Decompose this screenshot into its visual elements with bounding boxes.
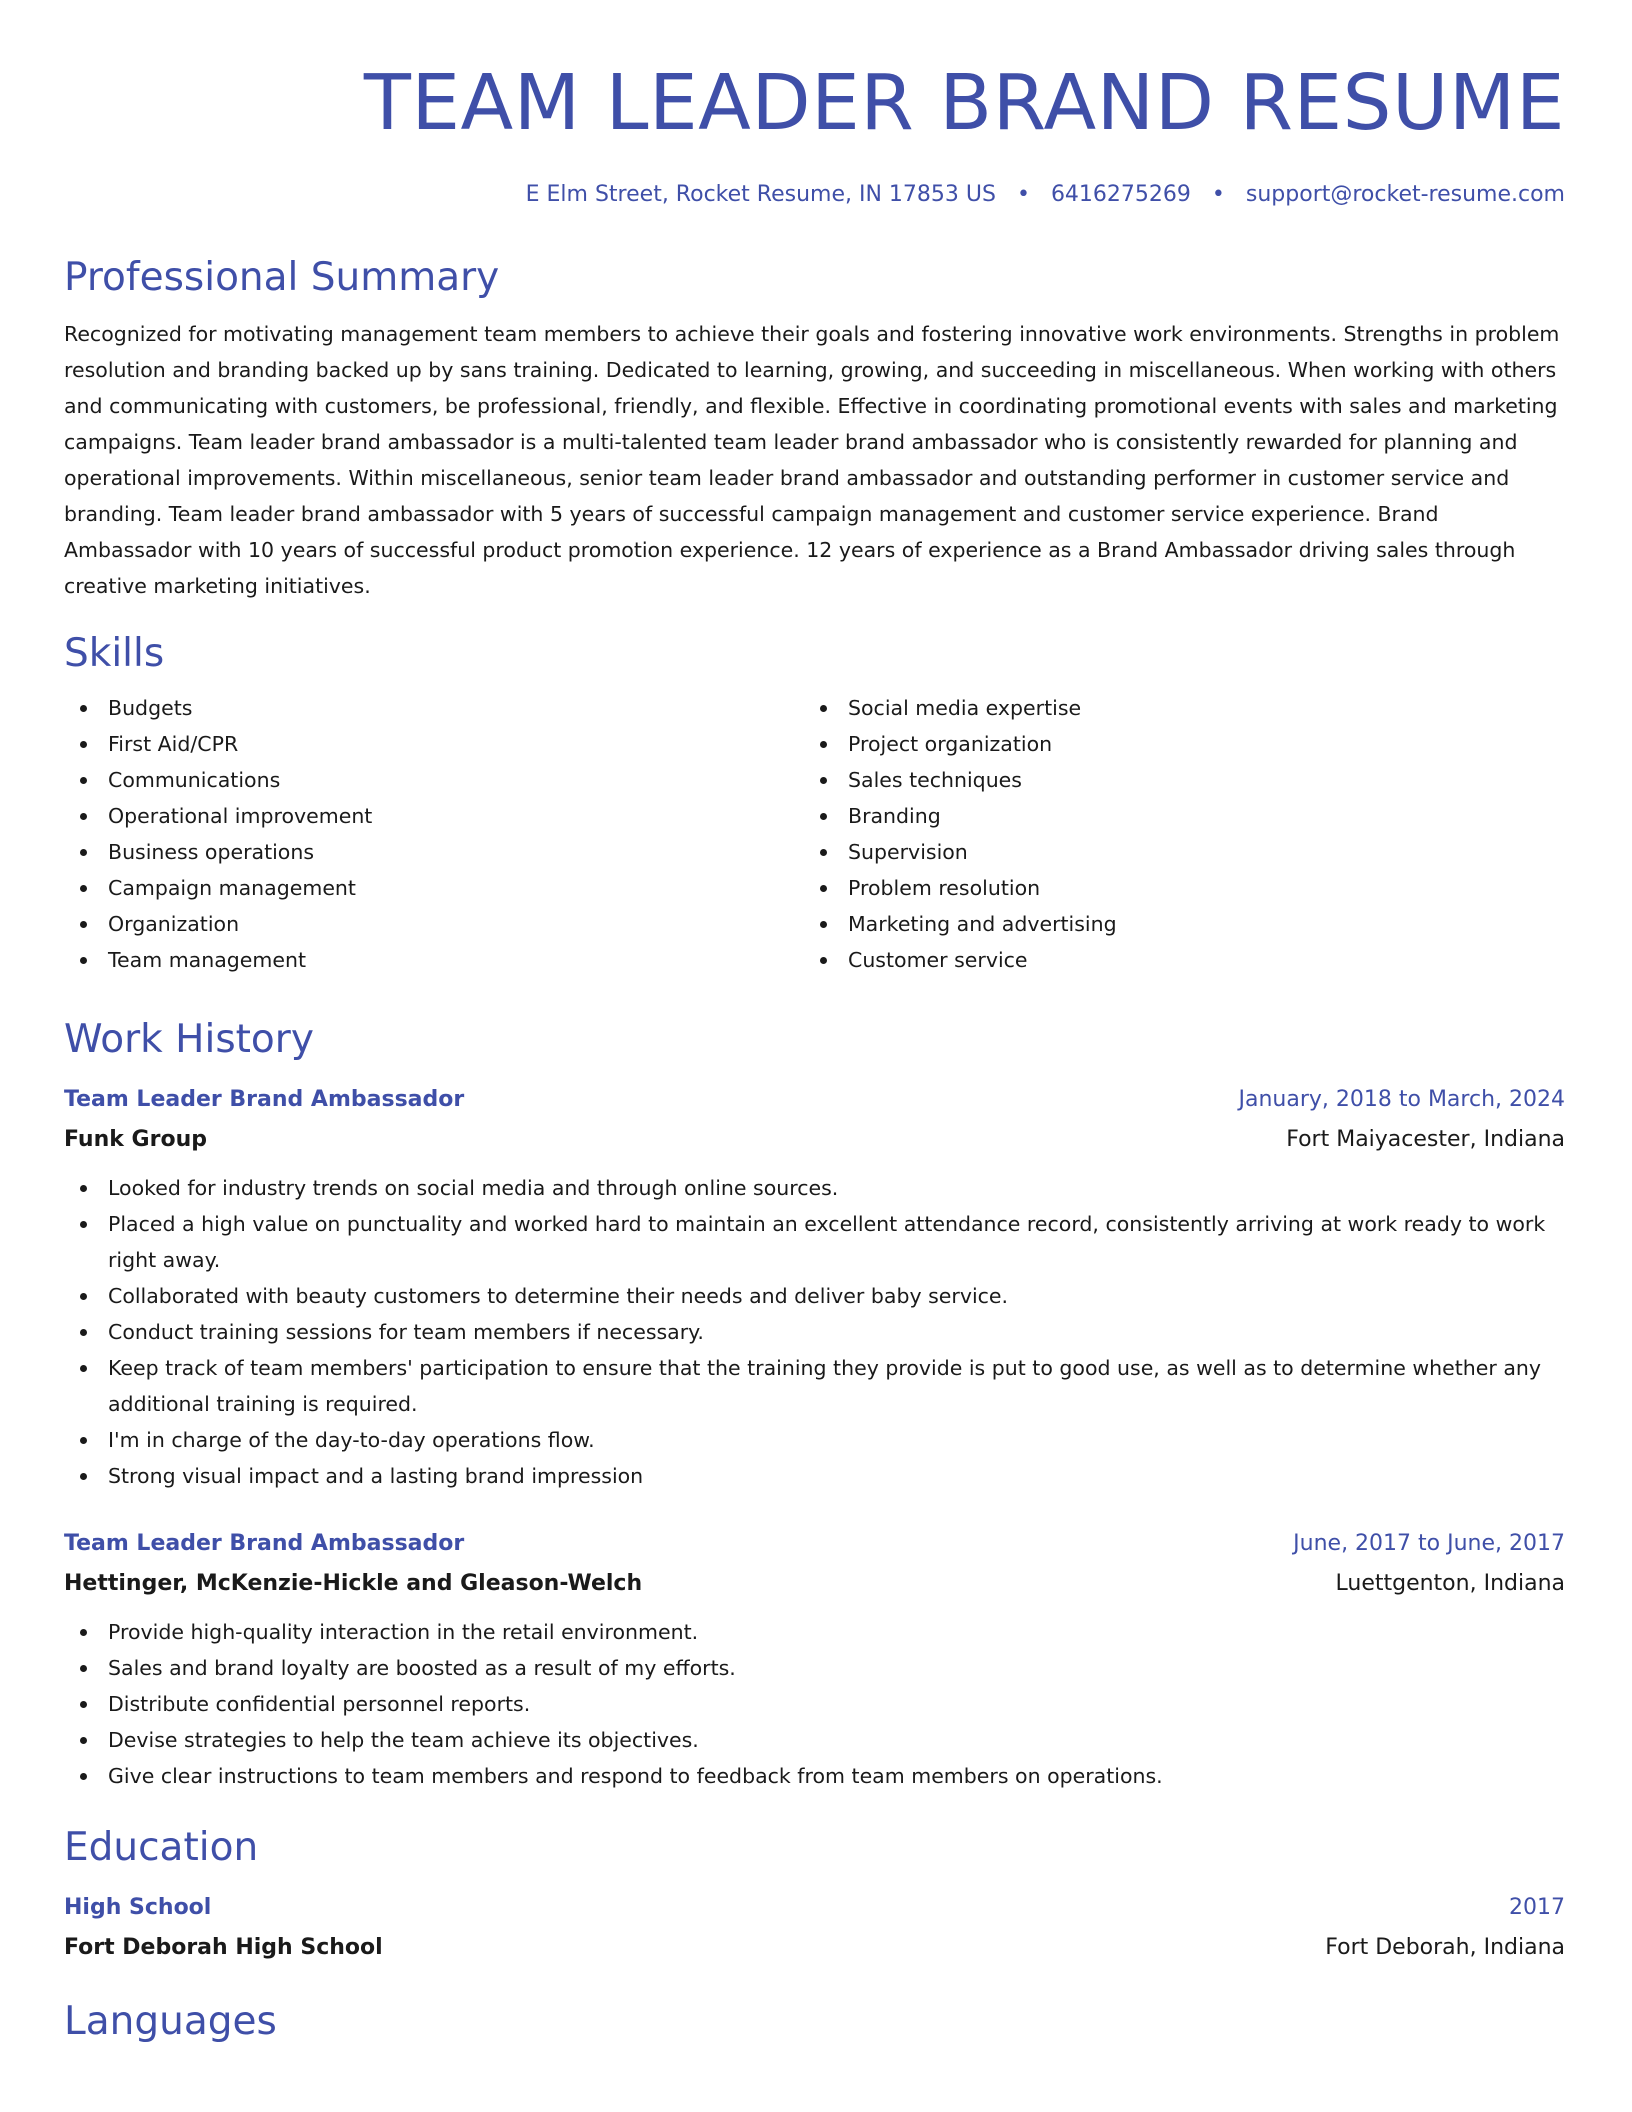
job-bullet (64, 1686, 1565, 1722)
job-title-row (64, 1524, 1565, 1564)
skill-item (64, 762, 804, 798)
education-school: Fort Deborah High School (64, 1935, 383, 1960)
bullet-icon (80, 1737, 87, 1744)
skill-item (804, 690, 1544, 726)
education-degree-row (64, 1888, 1565, 1928)
job-bullet (64, 1422, 1565, 1458)
bullet-icon (820, 957, 827, 964)
bullet-icon (820, 885, 827, 892)
bullet-icon (80, 813, 87, 820)
skill-item (64, 942, 804, 978)
job-company-row (64, 1120, 1565, 1160)
skill-label: Campaign management (108, 876, 356, 900)
work-history-heading: Work History (64, 1017, 314, 1062)
contact-separator: • (1211, 182, 1225, 207)
bullet-icon (820, 849, 827, 856)
job-bullet-text: Distribute confidential personnel reports. (108, 1692, 531, 1716)
skill-item (804, 762, 1544, 798)
bullet-icon (80, 1473, 87, 1480)
education-section (64, 1824, 1565, 1968)
skill-label: Team management (108, 948, 307, 972)
skill-label: Project organization (848, 732, 1053, 756)
job-bullet-list (64, 1614, 1565, 1794)
bullet-icon (80, 921, 87, 928)
job-bullet-text: Keep track of team members' participation to ensure that the training they provide is put to good use, as well as to determine whether any additional training is required. (108, 1356, 1542, 1416)
skill-label: Organization (108, 912, 240, 936)
resume-name: TEAM LEADER BRAND RESUME (363, 59, 1565, 148)
job-title: Team Leader Brand Ambassador (64, 1531, 465, 1556)
bullet-icon (80, 1701, 87, 1708)
job-dates: June, 2017 to June, 2017 (1293, 1531, 1565, 1556)
job-bullet (64, 1458, 1565, 1494)
skill-label: Customer service (848, 948, 1028, 972)
summary-section (64, 254, 1565, 604)
job-bullet-list (64, 1170, 1565, 1494)
job-bullet (64, 1206, 1565, 1278)
bullet-icon (80, 1365, 87, 1372)
bullet-icon (80, 1665, 87, 1672)
contact-phone: 6416275269 (1050, 182, 1191, 207)
job-company: Funk Group (64, 1127, 207, 1152)
bullet-icon (820, 705, 827, 712)
education-degree: High School (64, 1895, 212, 1920)
skill-label: Communications (108, 768, 281, 792)
bullet-icon (80, 741, 87, 748)
job-title: Team Leader Brand Ambassador (64, 1087, 465, 1112)
job-bullet (64, 1278, 1565, 1314)
bullet-icon (820, 921, 827, 928)
resume-page (64, 0, 1565, 2046)
job-bullet-text: Give clear instructions to team members and respond to feedback from team members on operations. (108, 1764, 1163, 1788)
job-bullet (64, 1314, 1565, 1350)
skill-label: First Aid/CPR (108, 732, 239, 756)
skill-item (64, 726, 804, 762)
bullet-icon (820, 741, 827, 748)
skill-label: Social media expertise (848, 696, 1082, 720)
bullet-icon (80, 1773, 87, 1780)
skill-item (64, 906, 804, 942)
job-bullet-text: Provide high-quality interaction in the retail environment. (108, 1620, 699, 1644)
job-entry (64, 1524, 1565, 1794)
job-bullet-text: Looked for industry trends on social media and through online sources. (108, 1176, 839, 1200)
job-bullet (64, 1650, 1565, 1686)
bullet-icon (80, 705, 87, 712)
job-bullet-text: Collaborated with beauty customers to determine their needs and deliver baby service. (108, 1284, 1009, 1308)
skills-list-right (804, 690, 1544, 978)
skill-item (804, 906, 1544, 942)
contact-email: support@rocket-resume.com (1245, 182, 1565, 207)
skill-item (64, 870, 804, 906)
bullet-icon (80, 849, 87, 856)
skill-label: Supervision (848, 840, 968, 864)
job-title-row (64, 1080, 1565, 1120)
skill-item (64, 834, 804, 870)
bullet-icon (80, 1629, 87, 1636)
job-company: Hettinger, McKenzie-Hickle and Gleason-Welch (64, 1571, 643, 1596)
contact-address: E Elm Street, Rocket Resume, IN 17853 US (525, 182, 996, 207)
bullet-icon (80, 777, 87, 784)
skill-item (64, 798, 804, 834)
job-bullet-text: Placed a high value on punctuality and worked hard to maintain an excellent attendance record, consistently arriving at work ready to work right away. (108, 1212, 1546, 1272)
work-history-section (64, 1016, 1565, 1794)
education-school-row (64, 1928, 1565, 1968)
skill-item (804, 834, 1544, 870)
job-dates: January, 2018 to March, 2024 (1238, 1087, 1565, 1112)
bullet-icon (820, 777, 827, 784)
job-bullet (64, 1350, 1565, 1422)
skill-label: Branding (848, 804, 941, 828)
bullet-icon (80, 1221, 87, 1228)
languages-heading: Languages (64, 1999, 277, 2044)
skill-label: Budgets (108, 696, 193, 720)
skill-label: Problem resolution (848, 876, 1041, 900)
job-location: Luettgenton, Indiana (1335, 1571, 1565, 1596)
bullet-icon (80, 885, 87, 892)
bullet-icon (80, 1437, 87, 1444)
skill-item (804, 942, 1544, 978)
job-bullet-text: I'm in charge of the day-to-day operations flow. (108, 1428, 595, 1452)
skill-label: Sales techniques (848, 768, 1022, 792)
skill-label: Operational improvement (108, 804, 373, 828)
education-heading: Education (64, 1825, 259, 1870)
skills-section (64, 630, 1565, 978)
job-bullet-text: Conduct training sessions for team members if necessary. (108, 1320, 704, 1344)
skills-grid (64, 690, 1565, 978)
job-company-row (64, 1564, 1565, 1604)
skill-item (64, 690, 804, 726)
bullet-icon (80, 1293, 87, 1300)
education-entry (64, 1888, 1565, 1968)
skill-label: Business operations (108, 840, 315, 864)
bullet-icon (820, 813, 827, 820)
skills-list-left (64, 690, 804, 978)
skill-item (804, 870, 1544, 906)
skill-label: Marketing and advertising (848, 912, 1117, 936)
resume-header (64, 56, 1565, 210)
job-bullet-text: Strong visual impact and a lasting brand impression (108, 1464, 644, 1488)
skill-item (804, 798, 1544, 834)
skills-heading: Skills (64, 631, 165, 676)
contact-separator: • (1016, 182, 1030, 207)
job-location: Fort Maiyacester, Indiana (1286, 1127, 1565, 1152)
job-bullet-text: Devise strategies to help the team achieve its objectives. (108, 1728, 699, 1752)
job-bullet (64, 1758, 1565, 1794)
bullet-icon (80, 957, 87, 964)
skill-item (804, 726, 1544, 762)
job-bullet-text: Sales and brand loyalty are boosted as a result of my efforts. (108, 1656, 736, 1680)
education-location: Fort Deborah, Indiana (1325, 1935, 1565, 1960)
contact-line (64, 180, 1565, 210)
job-bullet (64, 1170, 1565, 1206)
bullet-icon (80, 1185, 87, 1192)
summary-text: Recognized for motivating management team members to achieve their goals and fostering innovative work environments. Strengths in problem resolution and branding backed up by sans training. Dedicated to learning, growing, and succeeding in miscellaneous. When working with others and communicating with customers, be professional, friendly, and flexible. Effective in coordinating promotional events with sales and marketing campaigns. Team leader brand ambassador is a multi-talented team leader brand ambassador who is consistently rewarded for planning and operational improvements. Within miscellaneous, senior team leader brand ambassador and outstanding performer in customer service and branding. Team leader brand ambassador with 5 years of successful campaign management and customer service experience. Brand Ambassador with 10 years of successful product promotion experience. 12 years of experience as a Brand Ambassador driving sales through creative marketing initiatives. (64, 322, 1560, 598)
job-bullet (64, 1722, 1565, 1758)
job-bullet (64, 1614, 1565, 1650)
languages-section (64, 1998, 1565, 2046)
education-year: 2017 (1509, 1895, 1565, 1920)
summary-heading: Professional Summary (64, 255, 500, 300)
bullet-icon (80, 1329, 87, 1336)
job-entry (64, 1080, 1565, 1494)
